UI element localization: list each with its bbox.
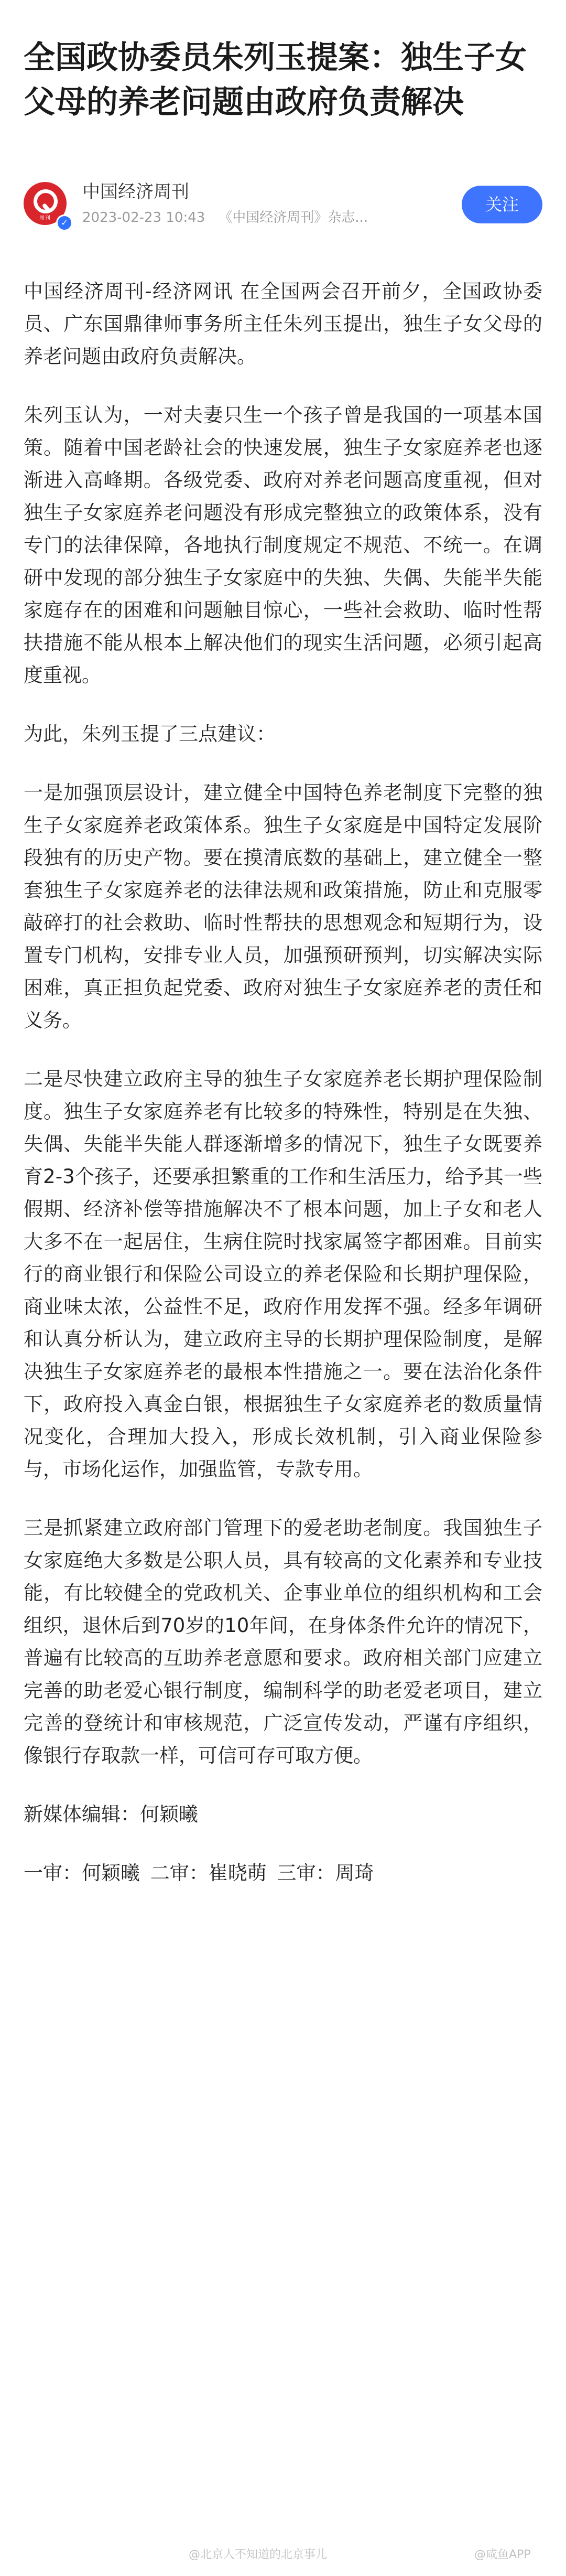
reviewer-second: 二审：崔晓萌	[150, 1862, 267, 1884]
author-bar	[24, 169, 542, 232]
verified-check-icon: ✓	[56, 214, 73, 231]
reviewer-first: 一审：何颖曦	[24, 1862, 140, 1884]
paragraph-suggestion-2: 二是尽快建立政府主导的独生子女家庭养老长期护理保险制度。独生子女家庭养老有比较多的特殊性，特别是在失独、失偶、失能半失能人群逐渐增多的情况下，独生子女既要养育2-3个孩子，还要承担繁重的工作和生活压力，给予其一些假期、经济补偿等措施解决不了根本问题，加上子女和老人大多不在一起居住，生病住院时找家属签字都困难。目前实行的商业银行和保险公司设立的养老保险和长期护理保险，商业味太浓，公益性不足，政府作用发挥不强。经多年调研和认真分析认为，建立政府主导的长期护理保险制度，是解决独生子女家庭养老的最根本性措施之一。要在法治化条件下，政府投入真金白银，根据独生子女家庭养老的数质量情况变化，合理加大投入，形成长效机制，引入商业保险参与，市场化运作，加强监管，专款专用。	[24, 1068, 542, 1480]
paragraph-intro: 中国经济周刊-经济网讯 在全国两会召开前夕，全国政协委员、广东国鼎律师事务所主任朱列玉提出，独生子女父母的养老问题由政府负责解决。	[24, 280, 542, 368]
post-source: 《中国经济周刊》杂志...	[219, 210, 368, 226]
paragraph-editor: 新媒体编辑：何颖曦	[24, 1803, 198, 1826]
avatar-caption: 周刊	[39, 216, 51, 221]
post-meta	[82, 209, 368, 227]
paragraph-suggestion-3: 三是抓紧建立政府部门管理下的爱老助老制度。我国独生子女家庭绝大多数是公职人员，具有较高的文化素养和专业技能，有比较健全的党政机关、企事业单位的组织机构和工会组织，退休后到70岁的10年间，在身体条件允许的情况下，普遍有比较高的互助养老意愿和要求。政府相关部门应建立完善的助老爱心银行制度，编制科学的助老爱老项目，建立完善的登统计和审核规范，广泛宣传发动，严谨有序组织，像银行存取款一样，可信可存可取方便。	[24, 1517, 542, 1767]
follow-button[interactable]: 关注	[462, 186, 542, 223]
watermark-left: @北京人不知道的北京事儿	[189, 2548, 328, 2561]
article-title: 全国政协委员朱列玉提案：独生子女父母的养老问题由政府负责解决	[24, 39, 527, 121]
post-time: 2023-02-23 10:43	[82, 210, 205, 226]
paragraph-suggestions-lead: 为此，朱列玉提了三点建议：	[24, 723, 276, 745]
watermark-right: @咸鱼APP	[474, 2548, 531, 2561]
article-body	[24, 275, 542, 1916]
footer-watermarks	[0, 2541, 566, 2568]
paragraph-suggestion-1: 一是加强顶层设计，建立健全中国特色养老制度下完整的独生子女家庭养老政策体系。独生子女家庭是中国特定发展阶段独有的历史产物。要在摸清底数的基础上，建立健全一整套独生子女家庭养老的法律法规和政策措施，防止和克服零敲碎打的社会救助、临时性帮扶的思想观念和短期行为，设置专门机构，安排专业人员，加强预研预判，切实解决实际困难，真正担负起党委、政府对独生子女家庭养老的责任和义务。	[24, 781, 542, 1032]
author-name[interactable]: 中国经济周刊	[82, 181, 189, 202]
paragraph-reviewers	[24, 1857, 542, 1890]
paragraph-background: 朱列玉认为，一对夫妻只生一个孩子曾是我国的一项基本国策。随着中国老龄社会的快速发展，独生子女家庭养老也逐渐进入高峰期。各级党委、政府对养老问题高度重视，但对独生子女家庭养老问题没有形成完整独立的政策体系，没有专门的法律保障，各地执行制度规定不规范、不统一。在调研中发现的部分独生子女家庭中的失独、失偶、失能半失能家庭存在的困难和问题触目惊心，一些社会救助、临时性帮扶措施不能从根本上解决他们的现实生活问题，必须引起高度重视。	[24, 404, 542, 686]
reviewer-third: 三审：周琦	[277, 1862, 374, 1884]
